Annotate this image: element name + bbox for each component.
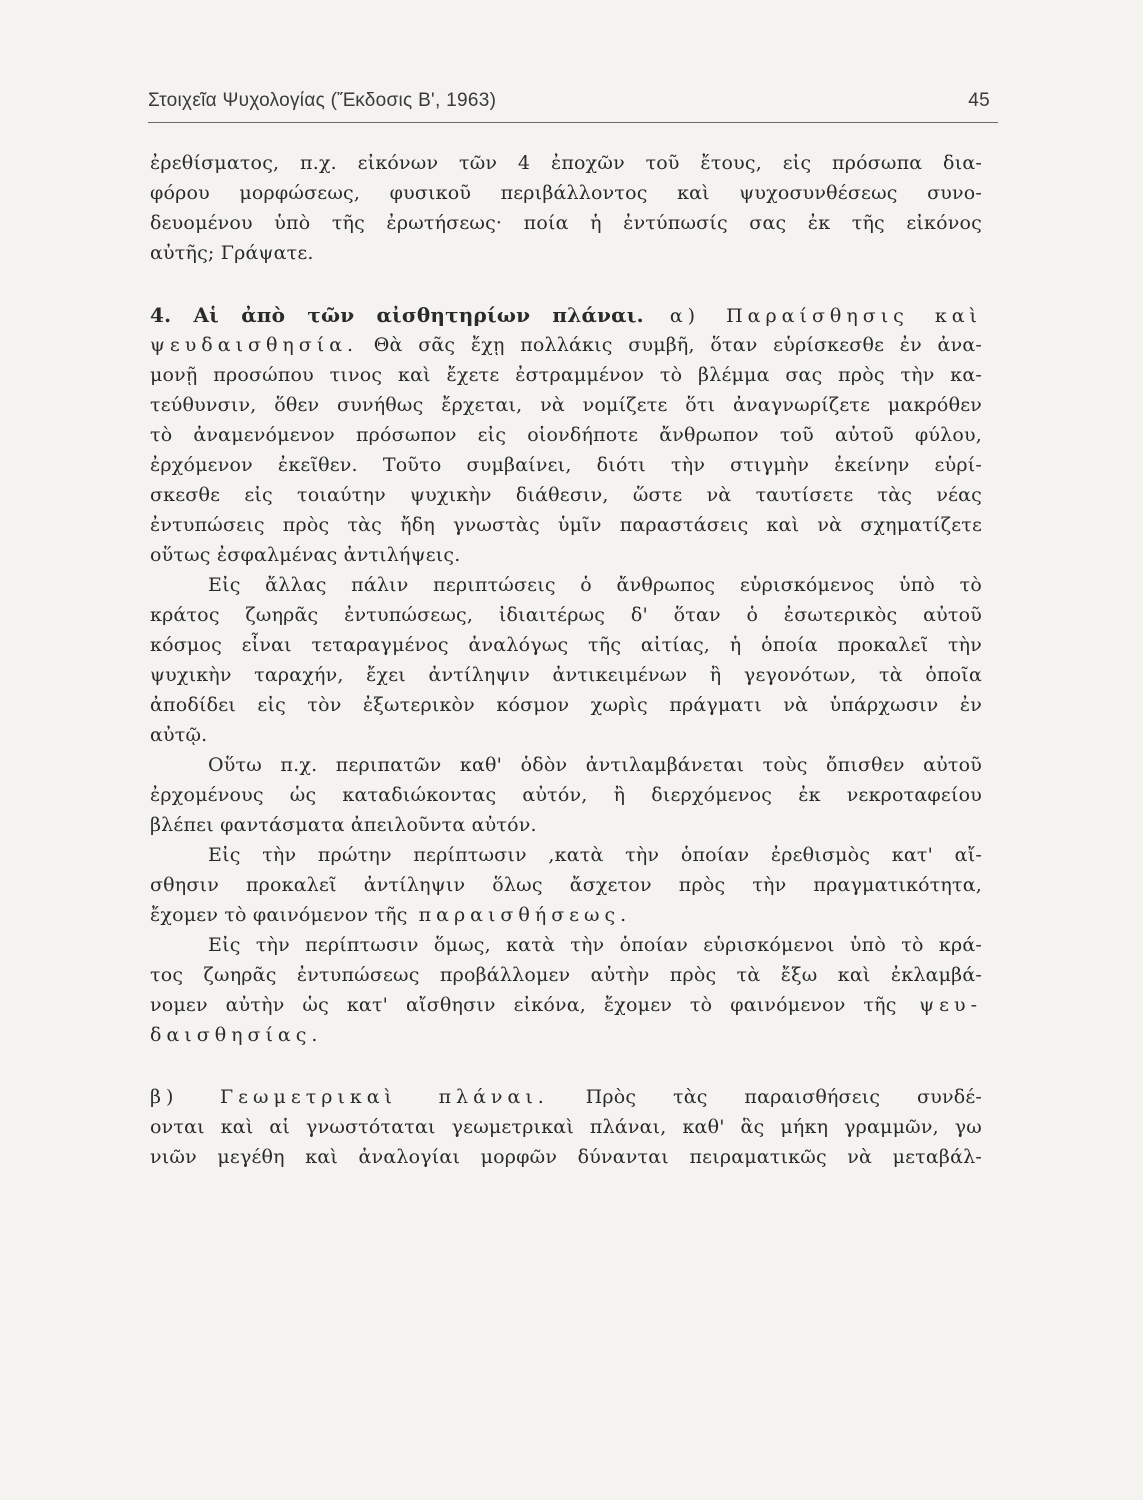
page-body — [150, 148, 982, 1172]
subsection-heading: β) Γεωμετρικαὶ πλάναι. — [150, 1086, 549, 1108]
paragraph-gap — [150, 268, 982, 300]
text-line: τος ζωηρᾶς ἐντυπώσεως προβάλλομεν αὐτὴν πρὸς τὰ ἔξω καὶ ἐκλαμβά- — [150, 964, 982, 986]
text-line: νομεν αὐτὴν ὡς κατ' αἴσθησιν εἰκόνα, ἔχομεν τὸ φαινόμενον τῆς ψευ- — [150, 994, 982, 1016]
paragraph-gap — [150, 1050, 982, 1082]
text-line: τὸ ἀναμενόμενον πρόσωπον εἰς οἱονδήποτε ἄνθρωπον τοῦ αὐτοῦ φύλου, — [150, 424, 982, 446]
text-line: αὐτῆς; Γράψατε. — [150, 242, 314, 264]
subsection-line: β) Γεωμετρικαὶ πλάναι. Πρὸς τὰς παραισθήσεις συνδέ- — [150, 1086, 983, 1108]
term-pseudaisthesia: ψευδαισθησία. — [150, 334, 359, 356]
text-line: κράτος ζωηρᾶς ἐντυπώσεως, ἰδιαιτέρως δ' ὅταν ὁ ἐσωτερικὸς αὐτοῦ — [150, 604, 982, 626]
text-line: Εἰς τὴν πρώτην περίπτωσιν ,κατὰ τὴν ὁποίαν ἐρεθισμὸς κατ' αἴ- — [208, 844, 982, 866]
text-line: νιῶν μεγέθη καὶ ἀναλογίαι μορφῶν δύνανται πειραματικῶς νὰ μεταβάλ- — [150, 1146, 982, 1168]
text-line: ψυχικὴν ταραχήν, ἔχει ἀντίληψιν ἀντικειμένων ἢ γεγονότων, τὰ ὁποῖα — [150, 664, 982, 686]
header-rule — [148, 122, 998, 123]
text-line: Οὕτω π.χ. περιπατῶν καθ' ὁδὸν ἀντιλαμβάνεται τοὺς ὄπισθεν αὐτοῦ — [208, 754, 982, 776]
term-paraistheseos: παραισθήσεως. — [407, 904, 632, 926]
term-daisthesias: δαισθησίας. — [150, 1024, 323, 1046]
text-line: ἐρεθίσματος, π.χ. εἰκόνων τῶν 4 ἐποχῶν τοῦ ἔτους, εἰς πρόσωπα δια- — [150, 152, 982, 174]
text-line — [150, 1020, 982, 1050]
text-line: σθησιν προκαλεῖ ἀντίληψιν ὅλως ἄσχετον πρὸς τὴν πραγματικότητα, — [150, 874, 982, 896]
text-line: ψευδαισθησία. Θὰ σᾶς ἔχῃ πολλάκις συμβῆ, ὅταν εὑρίσκεσθε ἐν ἀνα- — [150, 334, 982, 356]
text-line: Εἰς τὴν περίπτωσιν ὅμως, κατὰ τὴν ὁποίαν εὑρισκόμενοι ὑπὸ τὸ κρά- — [208, 934, 982, 956]
text-line: τεύθυνσιν, ὅθεν συνήθως ἔρχεται, νὰ νομίζετε ὅτι ἀναγνωρίζετε μακρόθεν — [150, 394, 982, 416]
text-line: ονται καὶ αἱ γνωστόταται γεωμετρικαὶ πλάναι, καθ' ἃς μήκη γραμμῶν, γω — [150, 1116, 982, 1138]
text-line: ἐρχόμενον ἐκεῖθεν. Τοῦτο συμβαίνει, διότι τὴν στιγμὴν ἐκείνην εὑρί- — [150, 454, 982, 476]
page-number: 45 — [968, 90, 990, 111]
section-heading-line — [150, 300, 982, 330]
section-heading: 4. Αἱ ἀπὸ τῶν αἰσθητηρίων πλάναι. — [150, 303, 644, 327]
term-paraisthesis: α) Παραίσθησις καὶ — [643, 305, 982, 327]
text-line: σκεσθε εἰς τοιαύτην ψυχικὴν διάθεσιν, ὥστε νὰ ταυτίσετε τὰς νέας — [150, 484, 982, 506]
text-line: φόρου μορφώσεως, φυσικοῦ περιβάλλοντος καὶ ψυχοσυνθέσεως συνο- — [150, 182, 982, 204]
text-line: Εἰς ἄλλας πάλιν περιπτώσεις ὁ ἄνθρωπος εὑρισκόμενος ὑπὸ τὸ — [208, 574, 982, 596]
text-line: βλέπει φαντάσματα ἀπειλοῦντα αὐτόν. — [150, 814, 537, 836]
text-line: ἔχομεν τὸ φαινόμενον τῆς παραισθήσεως. — [150, 904, 632, 926]
running-header — [148, 86, 990, 120]
text-line: μονῇ προσώπου τινος καὶ ἔχετε ἐστραμμένον τὸ βλέμμα σας πρὸς τὴν κα- — [150, 364, 982, 386]
text-line: κόσμος εἶναι τεταραγμένος ἀναλόγως τῆς αἰτίας, ἡ ὁποία προκαλεῖ τὴν — [150, 634, 982, 656]
text-line: ἐρχομένους ὡς καταδιώκοντας αὐτόν, ἢ διερχόμενος ἐκ νεκροταφείου — [150, 784, 982, 806]
text-line: οὕτως ἐσφαλμένας ἀντιλήψεις. — [150, 544, 461, 566]
text-line: δευομένου ὑπὸ τῆς ἐρωτήσεως· ποία ἡ ἐντύπωσίς σας ἐκ τῆς εἰκόνος — [150, 212, 982, 234]
term-pseu: ψευ- — [896, 994, 982, 1016]
header-title: Στοιχεῖα Ψυχολογίας (Ἔκδοσις Β', 1963) — [148, 90, 497, 111]
text-line: ἐντυπώσεις πρὸς τὰς ἤδη γνωστὰς ὑμῖν παραστάσεις καὶ νὰ σχηματίζετε — [150, 514, 982, 536]
text-line: αὐτῷ. — [150, 724, 208, 746]
text-line: ἀποδίδει εἰς τὸν ἐξωτερικὸν κόσμον χωρὶς πράγματι νὰ ὑπάρχωσιν ἐν — [150, 694, 982, 716]
